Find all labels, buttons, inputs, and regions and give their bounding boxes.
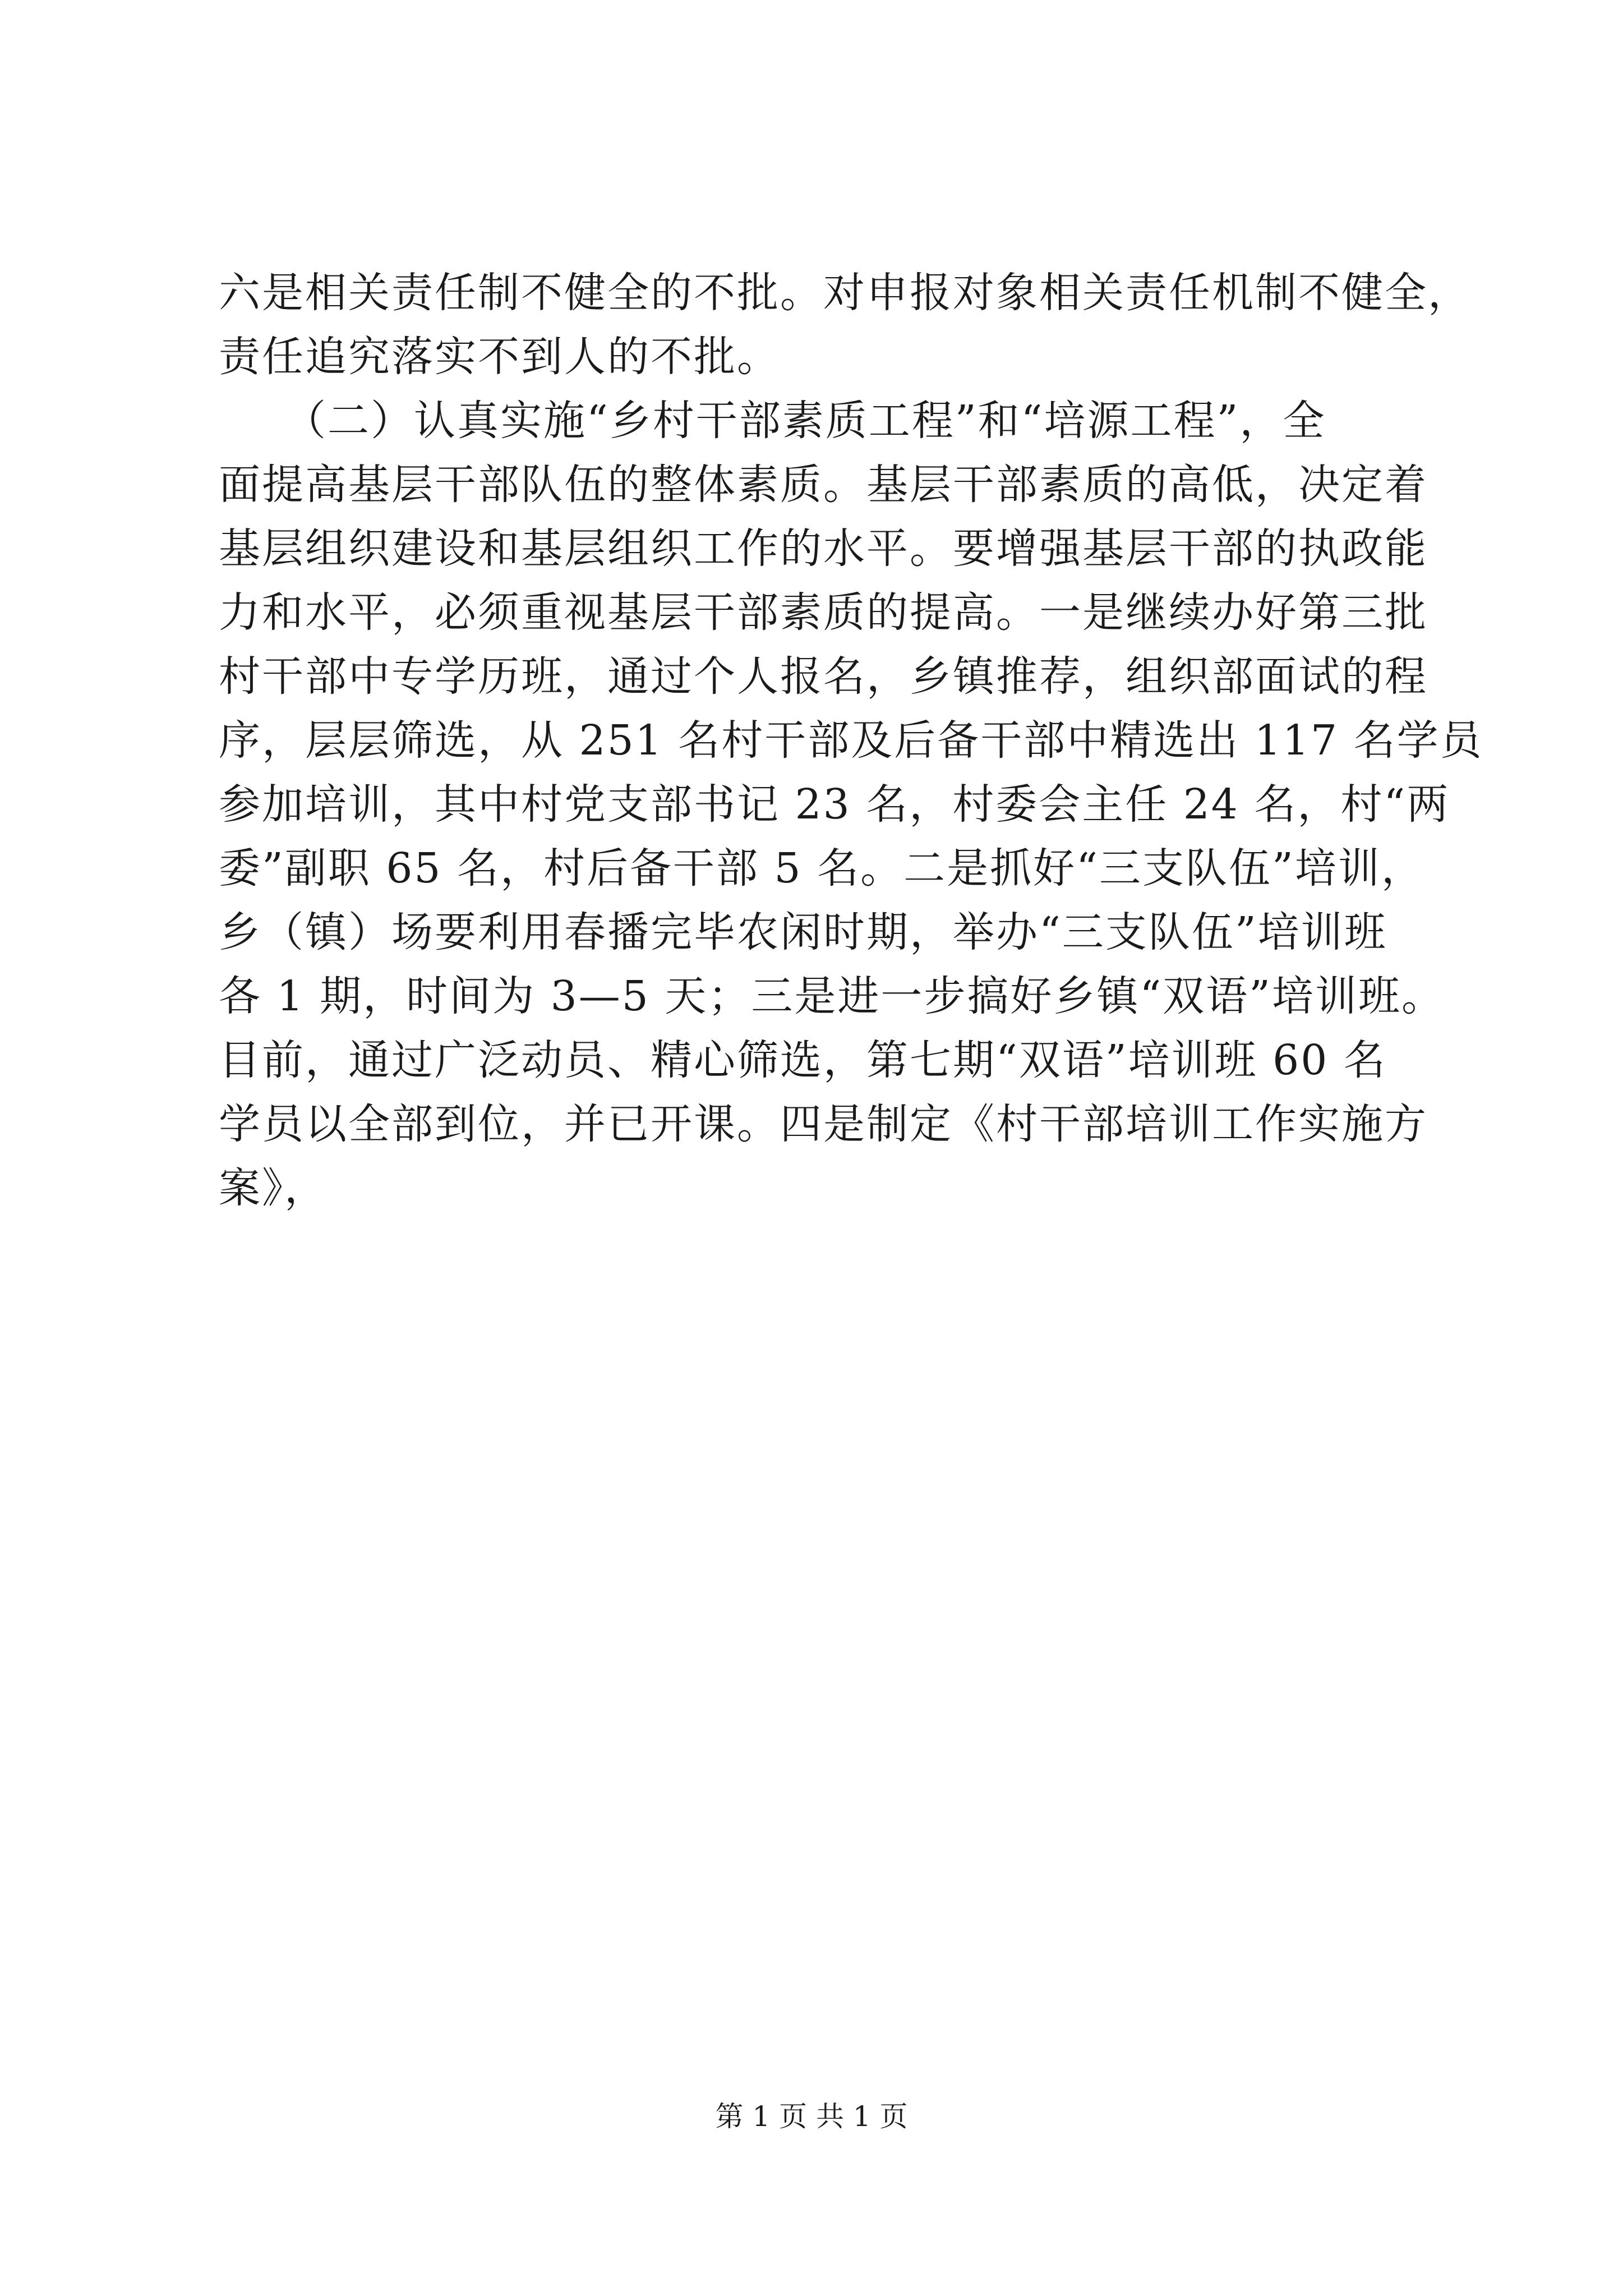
text-line: 力和水平，必须重视基层干部素质的提高。一是继续办好第三批 <box>219 588 1428 637</box>
page-number-label: 第 1 页 共 1 页 <box>715 2100 908 2133</box>
text-line: 目前，通过广泛动员、精心筛选，第七期“双语”培训班 60 名 <box>219 1036 1387 1084</box>
text-line: 村干部中专学历班，通过个人报名，乡镇推荐，组织部面试的程 <box>219 652 1428 701</box>
text-line: 委”副职 65 名，村后备干部 5 名。二是抓好“三支队伍”培训， <box>219 844 1424 892</box>
text-line: 基层组织建设和基层组织工作的水平。要增强基层干部的执政能 <box>219 524 1428 573</box>
text-line: 六是相关责任制不健全的不批。对申报对象相关责任机制不健全， <box>219 269 1471 317</box>
page-footer <box>0 2097 1623 2136</box>
text-line: 面提高基层干部队伍的整体素质。基层干部素质的高低，决定着 <box>219 461 1428 509</box>
text-line: （二）认真实施“乡村干部素质工程”和“培源工程”，全 <box>219 397 1326 445</box>
text-line: 案》， <box>219 1164 328 1212</box>
text-line: 学员以全部到位，并已开课。四是制定《村干部培训工作实施方 <box>219 1100 1428 1148</box>
text-line: 序，层层筛选，从 251 名村干部及后备干部中精选出 117 名学员 <box>219 716 1483 765</box>
text-line: 乡（镇）场要利用春播完毕农闲时期，举办“三支队伍”培训班 <box>219 908 1387 956</box>
text-line: 参加培训，其中村党支部书记 23 名，村委会主任 24 名，村“两 <box>219 780 1450 829</box>
text-line: 各 1 期，时间为 3—5 天；三是进一步搞好乡镇“双语”培训班。 <box>219 972 1445 1020</box>
document-body <box>219 261 1483 1220</box>
text-line: 责任追究落实不到人的不批。 <box>219 333 780 381</box>
